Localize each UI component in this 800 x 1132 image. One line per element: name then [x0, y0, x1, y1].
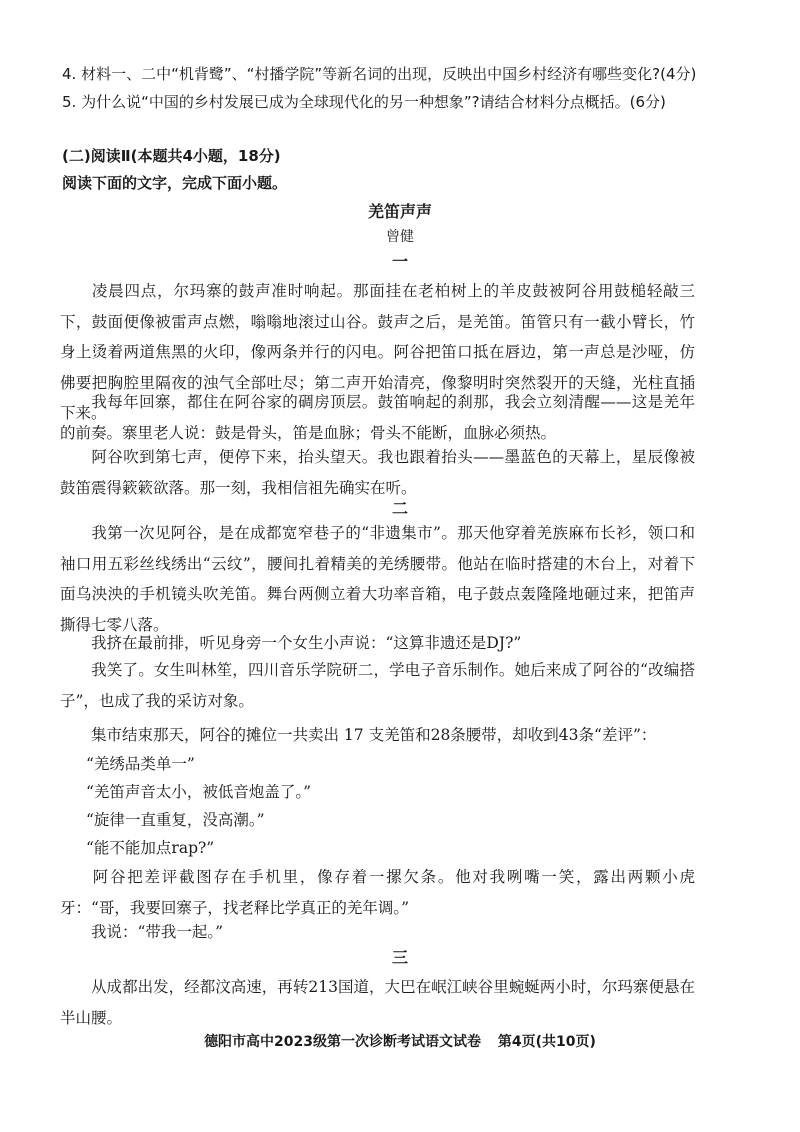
review-2: “羌笛声音太小，被低音炮盖了。” — [86, 783, 312, 801]
article-title: 羌笛声声 — [367, 202, 432, 221]
paragraph-4: 我第一次见阿谷，是在成都宽窄巷子的“非遗集市”。那天他穿着羌族麻布长衫，领口和袖口用五彩丝线绣出“云纹”，腰间扎着精美的羌绣腰带。他站在临时搭建的木台上，对着下面乌泱泱的手机镜头吹羌笛。舞台两侧立着大功率音箱，电子鼓点轰隆隆地砸过来，把笛声撕得七零八落。 — [60, 524, 695, 634]
section-instruction: 阅读下面的文字，完成下面小题。 — [62, 174, 288, 192]
question-5: 5. 为什么说“中国的乡村发展已成为全球现代化的另一种想象”?请结合材料分点概括。(6分) — [62, 93, 666, 111]
section-heading: (二)阅读Ⅱ(本题共4小题，18分) — [62, 147, 281, 165]
part-marker-1: 一 — [391, 252, 408, 271]
part-marker-2: 二 — [391, 499, 408, 518]
part-marker-3: 三 — [391, 948, 408, 967]
article-author: 曾健 — [386, 229, 414, 245]
paragraph-3: 阿谷吹到第七声，便停下来，抬头望天。我也跟着抬头——墨蓝色的天幕上，星辰像被鼓笛震得簌簌欲落。那一刻，我相信祖先确实在听。 — [60, 448, 695, 497]
review-1: “羌绣品类单一” — [86, 755, 195, 773]
paragraph-1: 凌晨四点，尔玛寨的鼓声准时响起。那面挂在老柏树上的羊皮鼓被阿谷用鼓槌轻敲三下，鼓面便像被雷声点燃，嗡嗡地滚过山谷。鼓声之后，是羌笛。笛管只有一截小臂长，竹身上烫着两道焦黑的火印，像两条并行的闪电。阿谷把笛口抵在唇边，第一声总是沙哑，仿佛要把胸腔里隔夜的浊气全部吐尽；第二声开始清亮，像黎明时突然裂开的天缝，光柱直插下来。 — [60, 282, 695, 422]
paragraph-10: 从成都出发，经都汶高速，再转213国道，大巴在岷江峡谷里蜿蜒两小时，尔玛寨便悬在半山腰。 — [60, 978, 695, 1027]
footer-page-number: 第4页(共10页) — [497, 1034, 596, 1050]
review-3: “旋律一直重复，没高潮。” — [86, 811, 265, 829]
paragraph-6: 我笑了。女生叫林笙，四川音乐学院研二，学电子音乐制作。她后来成了阿谷的“改编搭子”，也成了我的采访对象。 — [60, 661, 695, 710]
paragraph-7: 集市结束那天，阿谷的摊位一共卖出 17 支羌笛和28条腰带，却收到43条“差评”： — [91, 726, 657, 744]
paragraph-8: 阿谷把差评截图存在手机里，像存着一摞欠条。他对我咧嘴一笑，露出两颗小虎牙：“哥，我要回寨子，找老释比学真正的羌年调。” — [60, 868, 695, 917]
page-footer — [0, 1031, 800, 1051]
footer-exam-title: 德阳市高中2023级第一次诊断考试语文试卷 — [204, 1034, 482, 1050]
paragraph-2: 我每年回寨，都住在阿谷家的碉房顶层。鼓笛响起的刹那，我会立刻清醒——这是羌年的前奏。寨里老人说：鼓是骨头，笛是血脉；骨头不能断，血脉必须热。 — [60, 393, 695, 442]
question-4: 4. 材料一、二中“机背鹭”、“村播学院”等新名词的出现，反映出中国乡村经济有哪些变化?(4分) — [62, 65, 697, 83]
paragraph-5: 我挤在最前排，听见身旁一个女生小声说：“这算非遗还是DJ?” — [91, 634, 522, 652]
paragraph-9: 我说：“带我一起。” — [91, 923, 224, 941]
review-4: “能不能加点rap?” — [86, 839, 215, 857]
